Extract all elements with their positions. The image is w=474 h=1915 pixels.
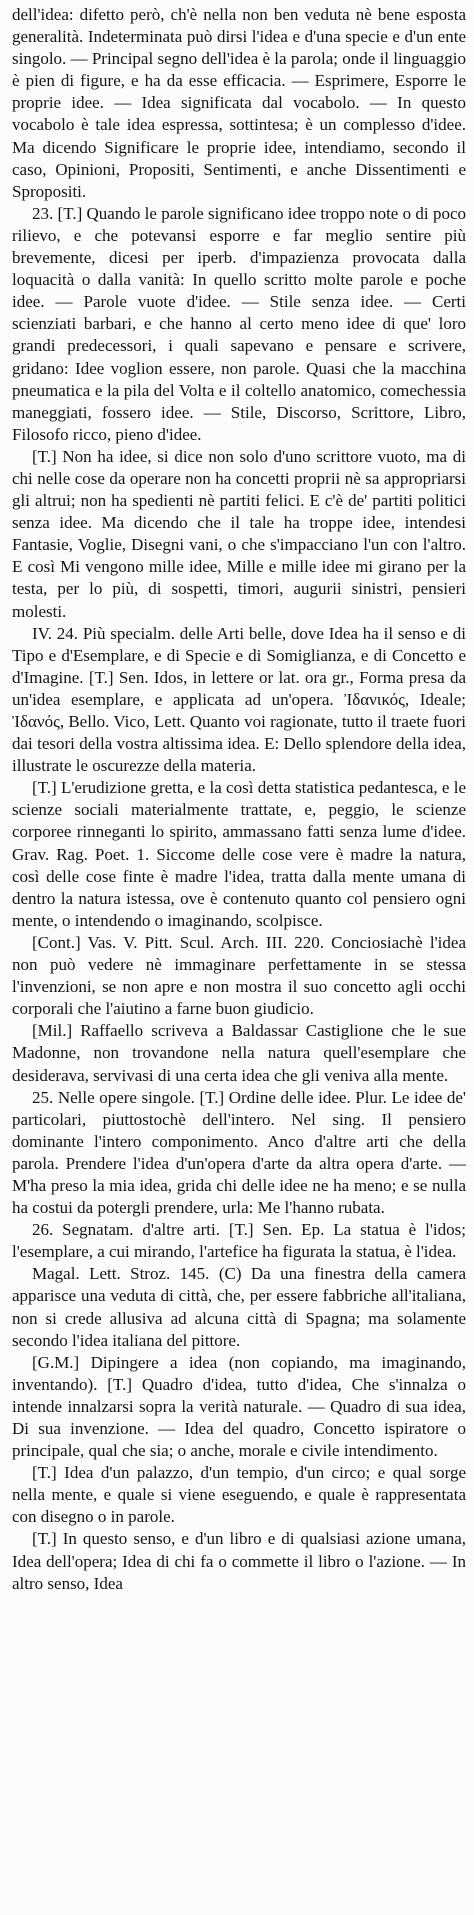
paragraph-idea-palazzo	[12, 1462, 466, 1528]
paragraph-sense-23	[12, 203, 466, 446]
paragraph-text: [Cont.] Vas. V. Pitt. Scul. Arch. III. 220. Conciosiachè l'idea non può vedere nè immaginare perfettamente in se stessa l'invenzioni, se non apre e non mostra il suo concetto agli occhi corporali che l'aiutino a farne buon giudicio.	[12, 932, 466, 1019]
paragraph-text: [T.] In questo senso, e d'un libro e di qualsiasi azione umana, Idea dell'opera; Idea di chi fa o commette il libro o l'azione. — In altro senso, Idea	[12, 1529, 466, 1593]
paragraph-text: 23. [T.] Quando le parole significano idee troppo note o di poco rilievo, e che potevansi esporre e far meglio sentire più brevemente, dicesi per iperb. d'impazienza provocata dalla loquacità o dalla vanità: In quello scritto molte parole e poche idee. — Parole vuote d'idee. — Stile senza idee. — Certi scienziati barbari, e che hanno al certo meno idee di que' loro grandi predecessori, i quali sapevano e pensare e scrivere, gridano: Idee voglion essere, non parole. Quasi che la macchina pneumatica e la pila del Volta e il coltello anatomico, comechessia maneggiati, fossero idee. — Stile, Discorso, Scrittore, Libro, Filosofo ricco, pieno d'idee.	[12, 203, 466, 444]
paragraph-sense-25	[12, 1087, 466, 1220]
paragraph-mil-raffaello	[12, 1020, 466, 1086]
paragraph-text: dell'idea: difetto però, ch'è nella non ben veduta nè bene esposta generalità. Indeterminata può dirsi l'idea e d'una specie e d'un ente singolo. — Principal segno dell'idea è la parola; onde il linguaggio è pien di figure, e ha da esse efficacia. — Esprimere, Esporre le proprie idee. — Idea significata dal vocabolo. — In questo vocabolo è tale idea espressa, sottintesa; è un complesso d'idee. Ma dicendo Significare le proprie idee, intendiamo, secondo il caso, Opinioni, Propositi, Sentimenti, e anche Dissentimenti e Spropositi.	[12, 5, 466, 201]
paragraph-idea-generality	[12, 4, 466, 203]
paragraph-text: IV. 24. Più specialm. delle Arti belle, dove Idea ha il senso e di Tipo e d'Esemplare, e di Specie e di Somiglianza, e di Concetto e d'Imagine. [T.] Sen. Idos, in lettere or lat. ora gr., Forma presa da un'idea esemplare, e applicata ad un'opera. Ἰδανικός, Ideale; Ἰδανός, Bello. Vico, Lett. Quanto voi ragionate, tutto il traete fuori dai tesori della vostra altissima idea. E: Dello splendore della idea, illustrate le oscurezze della materia.	[12, 623, 466, 776]
paragraph-sense-24	[12, 623, 466, 778]
paragraph-text: Magal. Lett. Stroz. 145. (C) Da una finestra della camera apparisce una veduta di città, che, per essere fabbriche all'italiana, non si crede allusiva ad alcuna città di Spagna; ma solamente secondo l'idea italiana del pittore.	[12, 1264, 466, 1350]
paragraph-erudizione	[12, 777, 466, 932]
paragraph-cont-vasari	[12, 932, 466, 1020]
paragraph-text: [T.] Non ha idee, si dice non solo d'uno scrittore vuoto, ma di chi nelle cose da operare non ha concetti proprii nè sa appropriarsi gli altrui; non ha spedienti nè partiti felici. E c'è de' partiti politici senza idee. Ma dicendo che il tale ha troppe idee, intendesi Fantasie, Voglie, Disegni vani, o che s'impacciano l'un con l'altro. E così Mi vengono mille idee, Mille e mille idee mi girano per la testa, per lo più, di sospetti, timori, augurii sinistri, pensieri molesti.	[12, 446, 466, 621]
paragraph-text: 25. Nelle opere singole. [T.] Ordine delle idee. Plur. Le idee de' particolari, piuttostochè dell'intero. Nel sing. Il pensiero dominante l'intero componimento. Anco d'altre arti che della parola. Prendere l'idea d'un'opera d'arte da altra opera d'arte. — M'ha preso la mia idea, grida chi delle idee ne ha meno; e se nulla ha costui da potergli prendere, urla: Me l'hanno rubata.	[12, 1087, 466, 1218]
paragraph-text: [G.M.] Dipingere a idea (non copiando, ma imaginando, inventando). [T.] Quadro d'idea, tutto d'idea, Che s'innalza o intende innalzarsi sopra la verità naturale. — Quadro di sua idea, Di sua invenzione. — Idea del quadro, Concetto ispiratore o principale, qual che sia; o anche, morale e civile intendimento.	[12, 1352, 466, 1461]
paragraph-text: [Mil.] Raffaello scriveva a Baldassar Castiglione che le sue Madonne, non trovandone nella natura quell'esemplare che desiderava, servivasi di una certa idea che gli veniva alla mente.	[12, 1021, 466, 1085]
paragraph-text: 26. Segnatam. d'altre arti. [T.] Sen. Ep. La statua è l'idos; l'esemplare, a cui mirando, l'artefice ha figurata la statua, è l'idea.	[12, 1220, 466, 1262]
paragraph-gm-dipingere	[12, 1352, 466, 1462]
paragraph-text: [T.] L'erudizione gretta, e la così detta statistica pedantesca, e le scienze sociali materialmente trattate, e, peggio, le scienze corporee rinneganti lo spirito, ammassano fatti senza lume d'idee. Grav. Rag. Poet. 1. Siccome delle cose vere è madre la natura, così delle cose finte è madre l'idea, tratta dalla mente umana di dentro la natura istessa, ove è contenuto quanto col pensiero ogni mente, o intendendo o imaginando, scolpisce.	[12, 778, 466, 930]
paragraph-idea-opera	[12, 1528, 466, 1594]
paragraph-text: [T.] Idea d'un palazzo, d'un tempio, d'un circo; e qual sorge nella mente, e quale si viene eseguendo, e quale è rappresentata con disegno o in parole.	[12, 1463, 466, 1527]
paragraph-magalotti	[12, 1263, 466, 1351]
paragraph-sense-26	[12, 1219, 466, 1263]
paragraph-non-ha-idee	[12, 446, 466, 623]
